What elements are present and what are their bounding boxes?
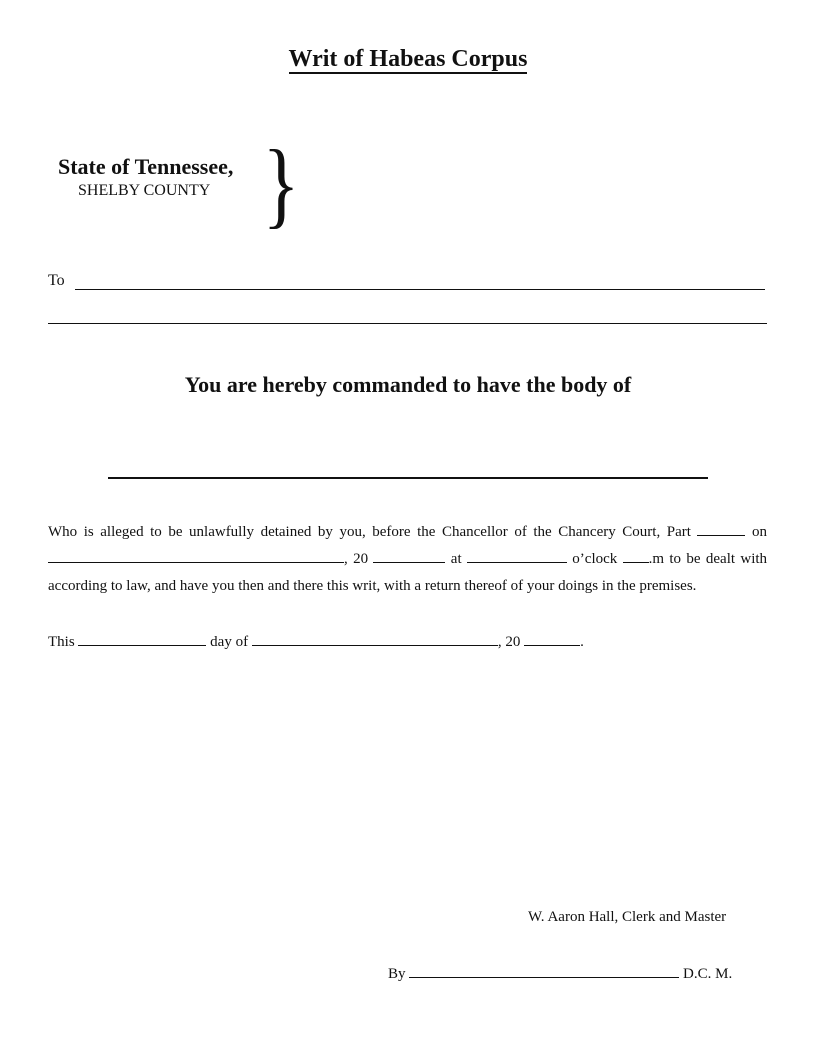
paragraph-line-3: according to law, and have you then and there this writ, with a return thereof of your doings in the premises. (48, 578, 697, 594)
caption-brace: } (262, 130, 300, 237)
paragraph-line-1 (48, 523, 767, 541)
paragraph-text: , 20 (344, 551, 369, 567)
dated-year-field[interactable] (524, 633, 580, 646)
county-label: SHELBY COUNTY (78, 182, 211, 199)
dated-text: , 20 (497, 634, 521, 650)
to-label: To (48, 272, 65, 289)
deputy-signature-field[interactable] (409, 965, 679, 978)
paragraph-line-2 (48, 550, 767, 568)
to-field-line-1[interactable] (75, 289, 765, 290)
dated-text: day of (210, 634, 249, 650)
part-field[interactable] (697, 523, 745, 536)
paragraph-text: at (450, 551, 462, 567)
paragraph-text: on (752, 524, 767, 540)
year-field[interactable] (373, 550, 445, 563)
to-field-line-2[interactable] (48, 323, 767, 324)
dated-line (48, 633, 767, 651)
day-field[interactable] (78, 633, 206, 646)
document-title (0, 46, 816, 73)
am-pm-field[interactable] (623, 550, 649, 563)
command-heading: You are hereby commanded to have the body of (184, 372, 632, 397)
date-field[interactable] (48, 550, 344, 563)
by-line (388, 965, 732, 983)
dated-text: . (580, 634, 584, 650)
paragraph-text: Who is alleged to be unlawfully detained by you, before the Chancellor of the Chancery Court, Part (48, 524, 691, 540)
dcm-label: D.C. M. (683, 966, 733, 982)
by-label: By (388, 966, 406, 982)
body-name-field[interactable] (108, 477, 708, 479)
title-text: Writ of Habeas Corpus (288, 46, 528, 72)
state-label: State of Tennessee, (58, 154, 234, 179)
paragraph-text: o’clock (572, 551, 618, 567)
dated-text: This (48, 634, 75, 650)
clerk-name: W. Aaron Hall, Clerk and Master (528, 909, 727, 925)
paragraph-text: .m to be dealt with (648, 551, 768, 567)
month-field[interactable] (252, 633, 498, 646)
time-field[interactable] (467, 550, 567, 563)
